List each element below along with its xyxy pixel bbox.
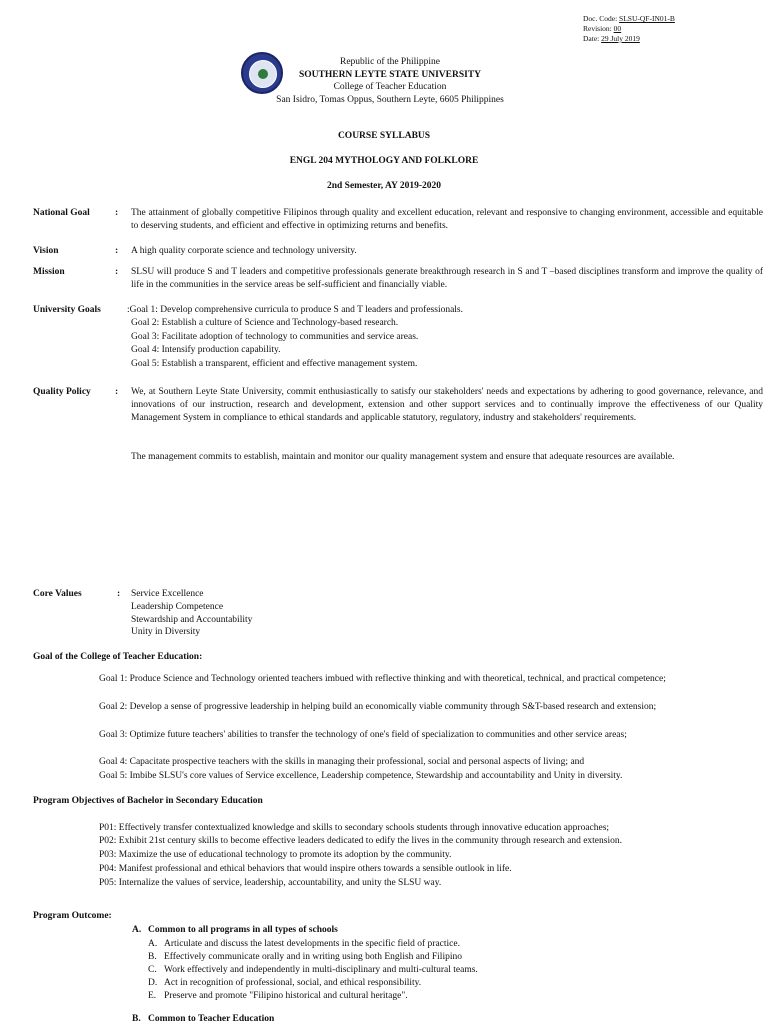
outcome-group-a-heading <box>132 925 338 935</box>
program-objectives-heading: Program Objectives of Bachelor in Secondary Education <box>33 796 263 806</box>
core-value-item: Unity in Diversity <box>131 627 201 638</box>
university-goal-item: Goal 3: Facilitate adoption of technology to communities and service areas. <box>131 331 419 342</box>
mission-text: SLSU will produce S and T leaders and competitive professionals generate breakthrough research in S and T –based disciplines transform and improve the quality of life in the communities in the service areas be self-sufficient and financially viable. <box>131 267 763 290</box>
national-goal-label: National Goal <box>33 208 90 218</box>
colon: : <box>117 589 121 599</box>
university-goals-list <box>127 304 463 371</box>
outcome-text: Work effectively and independently in multi-disciplinary and multi-cultural teams. <box>164 965 478 975</box>
outcome-item <box>148 964 478 977</box>
cte-goal-item: Goal 1: Produce Science and Technology oriented teachers imbued with reflective thinking and with theoretical, technical, and practical competence; <box>99 674 666 684</box>
core-value-item: Leadership Competence <box>131 601 224 612</box>
program-objective-item: P04: Manifest professional and ethical behaviors that would inspire others towards a sensible outlook in life. <box>99 864 512 874</box>
cte-goal-text: Goal 3: Optimize future teachers' abilities to transfer the technology of one's field of specialization to communities and other service areas; <box>99 730 627 740</box>
outcome-text: Articulate and discuss the latest developments in the specific field of practice. <box>164 939 460 949</box>
doc-code-line <box>583 14 675 24</box>
outcome-letter: C. <box>148 965 157 975</box>
goal-text: Goal 1: Develop comprehensive curricula to produce S and T leaders and professionals. <box>129 305 464 315</box>
university-goal-item: Goal 5: Establish a transparent, efficient and effective management system. <box>131 358 418 369</box>
revision-label: Revision: <box>583 24 612 33</box>
cte-goal-item: Goal 4: Capacitate prospective teachers with the skills in managing their professional, social and personal aspects of living; and <box>99 757 585 767</box>
program-objective-item: P03: Maximize the use of educational technology to promote its adoption by the community. <box>99 850 452 860</box>
vision-label: Vision <box>33 246 59 256</box>
revision-line <box>583 24 675 34</box>
university-goals-label: University Goals <box>33 305 101 315</box>
program-objective-item: P01: Effectively transfer contextualized knowledge and skills to secondary schools students through innovative education approaches; <box>99 823 610 833</box>
outcome-letter: B. <box>148 952 157 962</box>
program-objective-item: P02: Exhibit 21st century skills to become effective leaders dedicated to edify the lives in the community through research and extension. <box>99 836 622 846</box>
university-name: SOUTHERN LEYTE STATE UNIVERSITY <box>298 69 482 80</box>
cte-goals-heading: Goal of the College of Teacher Education: <box>33 652 203 662</box>
core-value-item: Service Excellence <box>131 589 204 599</box>
outcome-letter: A. <box>148 939 158 949</box>
republic-line: Republic of the Philippine <box>339 57 440 67</box>
doc-code-value: SLSU-QF-IN01-B <box>619 14 675 23</box>
revision-value: 00 <box>613 24 622 33</box>
cte-goal-item: Goal 5: Imbibe SLSU's core values of Service excellence, Leadership competence, Stewardship and accountability and Unity in diversity. <box>99 771 623 781</box>
cte-goal-item: Goal 2: Develop a sense of progressive leadership in helping build an economically viable community through S&T-based research and extension; <box>99 702 657 712</box>
outcome-text: Act in recognition of professional, social, and ethical responsibility. <box>164 978 422 988</box>
outcome-item <box>148 990 478 1003</box>
outcome-item <box>148 951 478 964</box>
program-outcome-heading: Program Outcome: <box>33 911 112 921</box>
outcome-group-title: Common to Teacher Education <box>148 1014 275 1024</box>
outcome-letter: E. <box>148 991 157 1001</box>
doc-code-label: Doc. Code: <box>583 14 618 23</box>
outcome-group-title: Common to all programs in all types of schools <box>148 925 338 935</box>
core-values-label: Core Values <box>33 589 82 599</box>
date-line <box>583 34 675 44</box>
course-title: ENGL 204 MYTHOLOGY AND FOLKLORE <box>289 156 479 166</box>
outcome-text: Effectively communicate orally and in writing using both English and Filipino <box>164 952 462 962</box>
syllabus-title: COURSE SYLLABUS <box>337 131 431 141</box>
quality-policy-commitment: The management commits to establish, maintain and monitor our quality management system and ensure that adequate resources are available. <box>131 452 675 462</box>
outcome-item <box>148 938 478 951</box>
university-goal-item: Goal 2: Establish a culture of Science and Technology-based research. <box>131 318 399 329</box>
university-goal-item <box>127 304 463 317</box>
document-header <box>230 56 550 106</box>
university-goal-item: Goal 4: Intensify production capability. <box>131 345 281 356</box>
quality-policy-text: We, at Southern Leyte State University, commit enthusiastically to satisfy our stakeholders' needs and expectations by adhering to good governance, relevance, and innovations of our instruction, research and development, extension and other support services and to continually improve the effectiveness of our Quality Management System in compliance to ethical standards and applicable statutory, regulatory, industry and stakeholders' requirements. <box>131 387 763 423</box>
goal-prefix: : <box>127 305 130 315</box>
document-control-info <box>583 14 675 44</box>
outcome-group-letter: B. <box>132 1014 141 1024</box>
quality-policy-label: Quality Policy <box>33 387 91 397</box>
colon: : <box>115 208 119 218</box>
college-name: College of Teacher Education <box>333 82 447 92</box>
date-value: 29 July 2019 <box>601 34 640 43</box>
outcome-group-b-heading <box>132 1014 274 1024</box>
outcome-item <box>148 977 478 990</box>
core-value-item: Stewardship and Accountability <box>131 614 253 625</box>
colon: : <box>115 267 119 277</box>
national-goal-text: The attainment of globally competitive Filipinos through quality and excellent education, relevant and responsive to changing environment, accessible and equitable to deserving students, and efficient and effective in optimizing returns and benefits. <box>131 208 763 231</box>
outcome-group-a-list <box>148 938 478 1003</box>
vision-text: A high quality corporate science and technology university. <box>131 246 357 256</box>
mission-label: Mission <box>33 267 65 277</box>
outcome-text: Preserve and promote "Filipino historical and cultural heritage". <box>164 991 408 1001</box>
semester-title: 2nd Semester, AY 2019-2020 <box>326 181 441 191</box>
colon: : <box>115 246 119 256</box>
colon: : <box>115 387 119 397</box>
program-objective-item: P05: Internalize the values of service, leadership, accountability, and unity the SLSU way. <box>99 878 442 888</box>
outcome-group-letter: A. <box>132 925 142 935</box>
outcome-letter: D. <box>148 978 158 988</box>
date-label: Date: <box>583 34 600 43</box>
university-address: San Isidro, Tomas Oppus, Southern Leyte, 6605 Philippines <box>276 94 504 105</box>
cte-goal-item <box>99 729 763 742</box>
core-values-list <box>131 588 252 639</box>
